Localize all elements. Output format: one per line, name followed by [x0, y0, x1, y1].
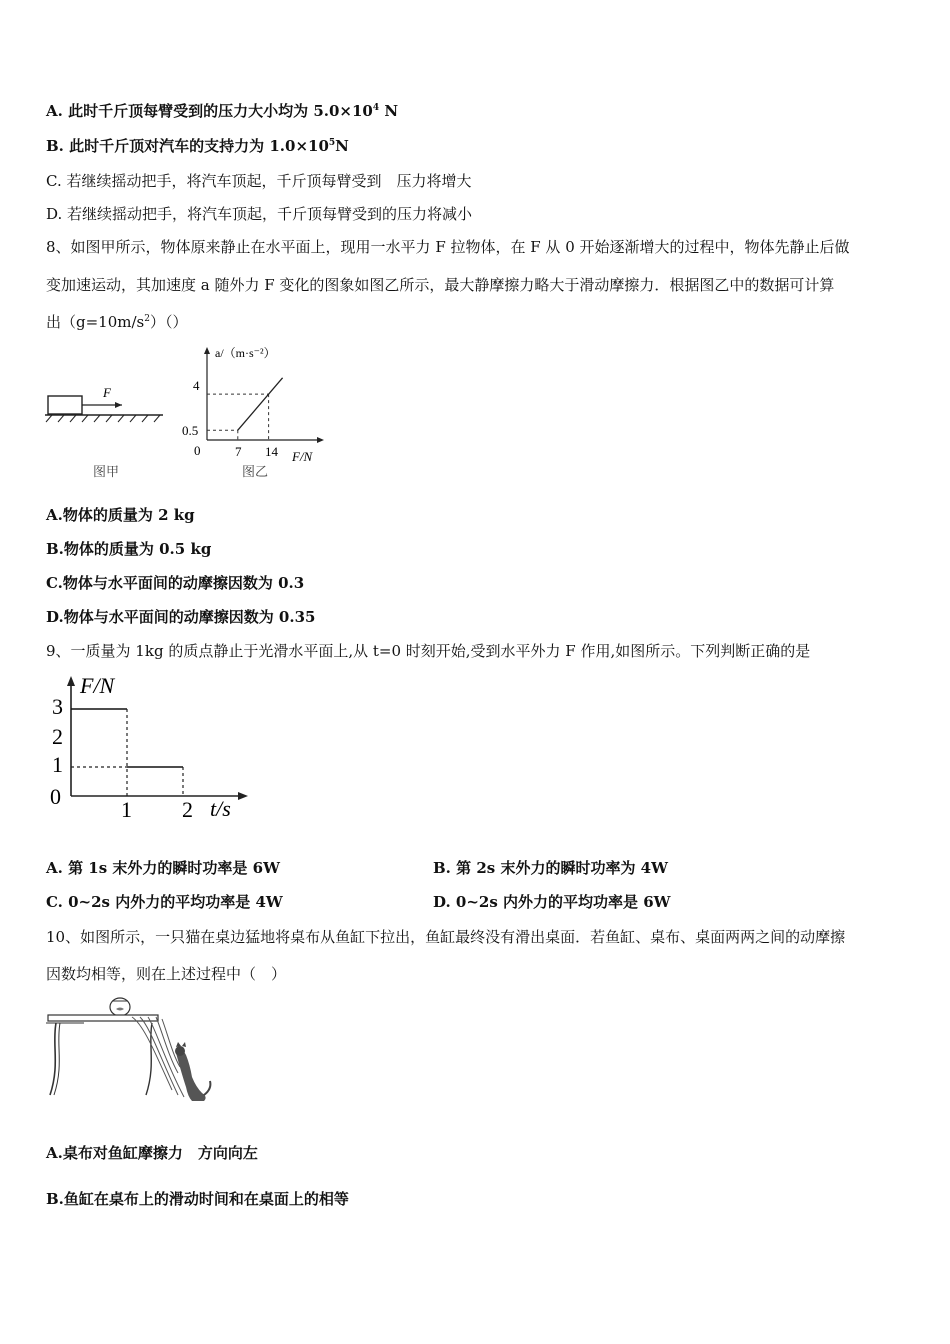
- y-axis-arrow: [204, 347, 210, 354]
- x-axis-arrow: [317, 437, 324, 443]
- q7-option-d: D. 若继续摇动把手，将汽车顶起，千斤顶每臂受到的压力将减小: [46, 205, 473, 223]
- y-axis-label: F/N: [80, 673, 115, 698]
- q8-stem-line3: [46, 312, 187, 332]
- force-arrow-head: [115, 402, 122, 408]
- y-tick-3: 3: [52, 694, 63, 719]
- q8-option-d: D.物体与水平面间的动摩擦因数为 0.35: [46, 608, 316, 626]
- q9-option-c: C. 0~2s 内外力的平均功率是 4W: [46, 893, 283, 911]
- a-f-line: [238, 378, 283, 430]
- q7-option-b: [46, 136, 349, 156]
- fish-bowl-icon: [110, 998, 130, 1016]
- figure-cat-table: [44, 995, 214, 1105]
- y-tick-1: 1: [52, 752, 63, 777]
- q10-stem-line1: 10、如图所示，一只猫在桌边猛地将桌布从鱼缸下拉出，鱼缸最终没有滑出桌面．若鱼缸、桌布、桌面两两之间的动摩擦: [46, 928, 846, 946]
- cat-icon: [175, 1042, 210, 1101]
- y-tick-0: 0: [50, 784, 61, 809]
- q8-bracket: ）（）: [149, 313, 188, 331]
- y-tick-0-5: 0.5: [182, 423, 199, 438]
- block: [48, 396, 82, 414]
- force-label: F: [103, 385, 111, 400]
- q7-option-a: [46, 101, 398, 121]
- a-f-plot: [207, 378, 283, 440]
- f-t-plot: [71, 709, 183, 796]
- x-axis-label: t/s: [210, 796, 231, 821]
- x-axis-arrow: [238, 792, 248, 800]
- y-axis-arrow: [67, 676, 75, 686]
- figure-jia: [40, 375, 170, 485]
- tablecloth-icon: [132, 1017, 184, 1097]
- ground-hatching: [46, 415, 160, 422]
- caption-jia: 图甲: [93, 464, 120, 479]
- figure-yi-graph: [172, 340, 332, 485]
- q7-option-c: C. 若继续摇动把手，将汽车顶起，千斤顶每臂受到 压力将增大: [46, 172, 472, 190]
- q8-g-text: 出（g=10m/s: [46, 313, 145, 331]
- q9-option-a: A. 第 1s 末外力的瞬时功率是 6W: [46, 859, 280, 877]
- q9-option-b: B. 第 2s 末外力的瞬时功率为 4W: [433, 859, 668, 877]
- y-axis-label: a/（m·s⁻²）: [215, 346, 276, 360]
- q9-stem: 9、一质量为 1kg 的质点静止于光滑水平面上,从 t=0 时刻开始,受到水平外力 F 作用,如图所示。下列判断正确的是: [46, 642, 811, 660]
- x-tick-14: 14: [265, 444, 278, 459]
- q9-option-d: D. 0~2s 内外力的平均功率是 6W: [433, 893, 671, 911]
- q10-option-b: B.鱼缸在桌布上的滑动时间和在桌面上的相等: [46, 1190, 349, 1208]
- q8-option-b: B.物体的质量为 0.5 kg: [46, 540, 212, 558]
- q7-b-exp: 5: [328, 138, 336, 148]
- q8-option-a: A.物体的质量为 2 kg: [46, 506, 195, 524]
- q8-stem-line2: 变加速运动，其加速度 a 随外力 F 变化的图象如图乙所示，最大静摩擦力略大于滑动摩擦力．根据图乙中的数据可计算: [46, 276, 835, 294]
- q7-a-value: 5.0×10: [313, 102, 373, 120]
- q10-stem-line2: 因数均相等，则在上述过程中（ ）: [46, 965, 287, 983]
- y-tick-4: 4: [193, 378, 200, 393]
- y-tick-2: 2: [52, 724, 63, 749]
- q7-a-unit: N: [379, 102, 399, 120]
- q7-b-unit: N: [335, 137, 349, 155]
- x-axis-label: F/N: [292, 449, 313, 464]
- q7-a-exp: 4: [372, 103, 380, 113]
- origin-label: 0: [194, 443, 201, 458]
- q8-option-c: C.物体与水平面间的动摩擦因数为 0.3: [46, 574, 305, 592]
- x-tick-1: 1: [121, 797, 132, 822]
- figure-q9-graph: [40, 668, 255, 828]
- q8-stem-line1: 8、如图甲所示，物体原来静止在水平面上，现用一水平力 F 拉物体，在 F 从 0 开始逐渐增大的过程中，物体先静止后做: [46, 238, 850, 256]
- x-tick-7: 7: [235, 444, 242, 459]
- q7-b-text: B. 此时千斤顶对汽车的支持力为: [46, 137, 270, 155]
- q8-g-exp: 2: [144, 314, 150, 324]
- q10-option-a: A.桌布对鱼缸摩擦力 方向向左: [46, 1144, 258, 1162]
- x-tick-2: 2: [182, 797, 193, 822]
- caption-yi: 图乙: [242, 464, 269, 479]
- q7-b-value: 1.0×10: [269, 137, 329, 155]
- q7-a-text: A. 此时千斤顶每臂受到的压力大小均为: [46, 102, 314, 120]
